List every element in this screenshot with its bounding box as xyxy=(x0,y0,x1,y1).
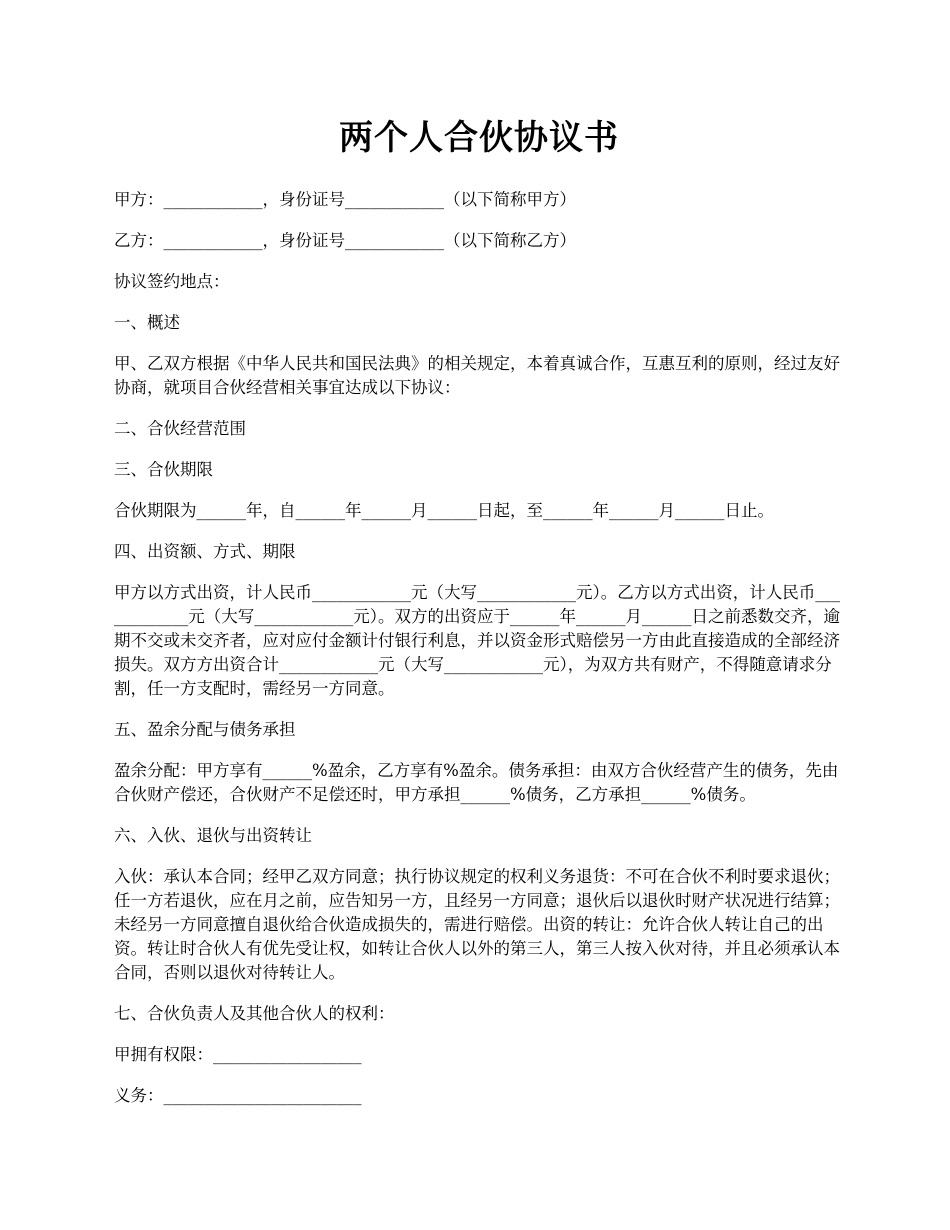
section-heading-profit-debt: 五、盈余分配与债务承担 xyxy=(114,720,296,739)
document-title: 两个人合伙协议书 xyxy=(339,118,619,158)
section-body-profit-debt: 盈余分配：甲方享有______%盈余，乙方享有%盈余。债务承担：由双方合伙经营产生的债务，先由合伙财产偿还，合伙财产不足偿还时，甲方承担______%债务，乙方承担______%债务。 xyxy=(114,761,839,804)
section-heading-rights: 七、合伙负责人及其他合伙人的权利： xyxy=(114,1004,395,1023)
section-body-admission-withdrawal: 入伙：承认本合同；经甲乙双方同意；执行协议规定的权利义务退货：不可在合伙不利时要求退伙；任一方若退伙，应在月之前，应告知另一方，且经另一方同意；退伙后以退伙时财产状况进行结算；未经另一方同意擅自退伙给合伙造成损失的，需进行赔偿。出资的转让：允许合伙人转让自己的出资。转让时合伙人有优先受让权，如转让合伙人以外的第三人，第三人按入伙对待，并且必须承认本合同，否则以退伙对待转让人。 xyxy=(114,867,840,982)
section-heading-scope: 二、合伙经营范围 xyxy=(114,419,246,438)
section-heading-overview: 一、概述 xyxy=(114,313,180,332)
section-heading-capital: 四、出资额、方式、期限 xyxy=(114,542,296,561)
party-b-line: 乙方：____________，身份证号____________（以下简称乙方） xyxy=(114,231,576,250)
section-body-overview: 甲、乙双方根据《中华人民共和国民法典》的相关规定，本着真诚合作，互惠互利的原则，经过友好协商，就项目合伙经营相关事宜达成以下协议： xyxy=(114,354,840,397)
signing-place-line: 协议签约地点： xyxy=(114,272,230,291)
document-page xyxy=(114,108,844,1125)
section-body-term: 合伙期限为______年，自______年______月______日起，至______年______月______日止。 xyxy=(114,501,774,520)
section-heading-term: 三、合伙期限 xyxy=(114,460,213,479)
section-heading-admission-withdrawal: 六、入伙、退伙与出资转让 xyxy=(114,826,312,845)
party-a-line: 甲方：____________，身份证号____________（以下简称甲方） xyxy=(114,190,576,209)
duty-line: 义务：________________________ xyxy=(114,1086,362,1105)
section-body-capital: 甲方以方式出资，计人民币____________元（大写____________元）。乙方以方式出资，计人民币____________元（大写____________元）。双方的出资应于______年______月______日之前悉数交齐，逾期不交或未交齐者，应对应付金额计付银行利息，并以资金形式赔偿另一方由此直接造成的全部经济损失。双方方出资合计____________元（大写____________元），为双方共有财产，不得随意请求分割，任一方支配时，需经另一方同意。 xyxy=(114,583,840,698)
authority-line: 甲拥有权限：__________________ xyxy=(114,1045,362,1064)
